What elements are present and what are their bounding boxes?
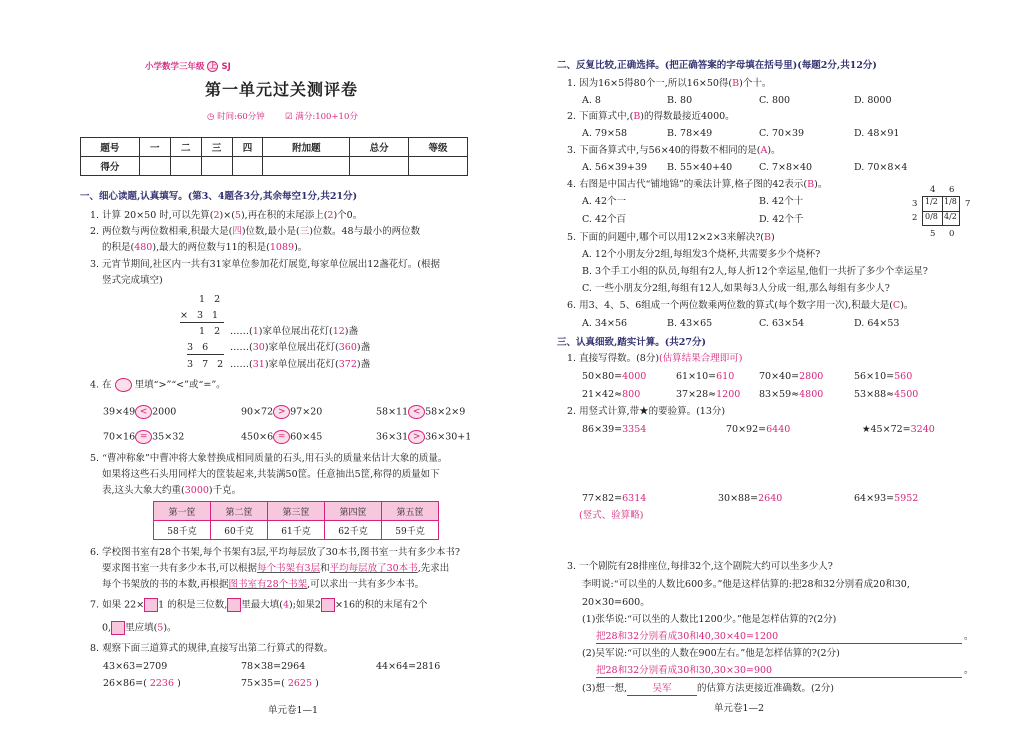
- q3-fill1: ……(1)家单位展出花灯(12)盏: [230, 326, 358, 337]
- vertical-calc: 77×82=6314: [582, 493, 647, 504]
- option: A. 8: [582, 95, 601, 106]
- direct-calc: 83×59≈4800: [759, 389, 824, 400]
- weight-header: 第三筐: [268, 502, 325, 521]
- score-header: 二: [170, 138, 201, 157]
- calc-q1: 1. 直接写得数。(8分)(估算结果合理即可): [567, 353, 743, 364]
- q3-fill2: ……(30)家单位展出花灯(360)盏: [230, 342, 371, 353]
- option: A. 34×56: [582, 318, 628, 329]
- weight-header: 第四筐: [325, 502, 382, 521]
- right-page: [512, 0, 1024, 752]
- lattice-bottom-digit: 0: [949, 229, 955, 239]
- score-cell[interactable]: [263, 157, 350, 176]
- page-footer-right: 单元卷1—2: [714, 703, 765, 714]
- period: 。: [964, 665, 974, 676]
- score-header: 一: [139, 138, 170, 157]
- lattice-grid: [922, 196, 960, 226]
- series-label: 小学数学三年级 上 SJ: [145, 62, 231, 72]
- score-header: 题号: [81, 138, 140, 157]
- vertical-calc-row2: × 3 1: [180, 309, 224, 323]
- mc-q1: 1. 因为16×5得80个一,所以16×50得(B)个十。: [567, 78, 772, 89]
- score-header: 总分: [350, 138, 409, 157]
- weight-value: 61千克: [268, 521, 325, 540]
- vertical-calc-row5: 3 7 2: [187, 359, 227, 370]
- option: C. 70×39: [759, 128, 805, 139]
- calc-q3-sub2: (2)吴军说:“可以坐的人数在900左右。”他是怎样估算的?(2分): [582, 648, 840, 659]
- calc-q3-sub1: (1)张华说:“可以坐的人数比1200少。”他是怎样估算的?(2分): [582, 614, 837, 625]
- score-table: [80, 137, 468, 176]
- vertical-calc: 86×39=3354: [582, 424, 647, 435]
- vertical-calc-row4: 3 6: [187, 341, 224, 355]
- mc-q4: 4. 右图是中国古代“铺地锦”的乘法计算,格子图的42表示(B)。: [567, 179, 828, 190]
- vertical-calc: ★45×72=3240: [862, 424, 935, 435]
- option: D. 42个千: [759, 214, 804, 225]
- mc-q2: 2. 下面算式中,(B)的得数最接近4000。: [567, 111, 735, 122]
- weight-value: 59千克: [382, 521, 439, 540]
- compare-5: 450×6 = 60×45: [241, 431, 323, 443]
- section-1-title: 一、细心读题,认真填写。(第3、4题各3分,其余每空1分,共21分): [80, 191, 358, 202]
- calc-note: (竖式、验算略): [579, 510, 644, 521]
- option: B. 43×65: [667, 318, 713, 329]
- option: C. 800: [759, 95, 791, 106]
- lattice-top-digit: 6: [949, 185, 955, 195]
- lattice-cell: 4/2: [944, 212, 957, 221]
- mc-q3: 3. 下面各算式中,与56×40的得数不相同的是(A)。: [567, 145, 781, 156]
- direct-calc: 61×10=610: [676, 371, 735, 382]
- q6-line2: 要求图书室一共有多少本书,可以根据每个书架有3层和平均每层放了30本书,先求出: [102, 563, 450, 574]
- calc-q3-line2: 李明说:“可以坐的人数比600多。”他是这样估算的:把28和32分别看成20和30,: [582, 579, 910, 590]
- q8: 8. 观察下面三道算式的规律,直接写出第二行算式的得数。: [90, 643, 334, 654]
- weight-value: 60千克: [211, 521, 268, 540]
- direct-calc: 53×88≈4500: [854, 389, 919, 400]
- score-cell[interactable]: [409, 157, 468, 176]
- score-header: 附加题: [263, 138, 350, 157]
- q5-line3: 表,这头大象大约重(3000)千克。: [102, 485, 242, 496]
- option: B. 55×40+40: [667, 162, 733, 173]
- square-blank: [227, 598, 241, 612]
- answer-line-1: 把28和32分别看成30和40,30×40=1200: [596, 630, 962, 644]
- score-cell[interactable]: [350, 157, 409, 176]
- equation-1: 43×63=2709: [103, 661, 168, 672]
- circle-blank: [115, 378, 132, 392]
- score-cell[interactable]: [139, 157, 170, 176]
- direct-calc: 70×40=2800: [759, 371, 824, 382]
- option: D. 8000: [854, 95, 892, 106]
- q2-line1: 2. 两位数与两位数相乘,积最大是(四)位数,最小是(三)位数。48与最小的两位数: [90, 226, 421, 237]
- direct-calc: 50×80=4000: [582, 371, 647, 382]
- answer-line-2: 把28和32分别看成30和30,30×30=900: [596, 664, 962, 678]
- option: A. 12个小朋友分2组,每组发3个烧杯,共需要多少个烧杯?: [582, 249, 821, 260]
- lattice-cell: 0/8: [925, 212, 938, 221]
- score-info: ☑ 满分:100+10分: [285, 112, 358, 122]
- q7-line2: 0, 里应填(5)。: [102, 622, 177, 634]
- compare-3: 58×11 < 58×2×9: [376, 406, 466, 418]
- direct-calc: 56×10=560: [854, 371, 913, 382]
- score-cell[interactable]: [201, 157, 232, 176]
- option: B. 3个手工小组的队员,每组有2人,每人折12个幸运星,他们一共折了多少个幸运星?: [582, 266, 928, 277]
- section-2-title: 二、反复比较,正确选择。(把正确答案的字母填在括号里)(每题2分,共12分): [557, 60, 877, 71]
- option: B. 78×49: [667, 128, 713, 139]
- square-blank: [321, 598, 335, 612]
- weight-value: 62千克: [325, 521, 382, 540]
- calc-q2: 2. 用竖式计算,带★的要验算。(13分): [567, 406, 726, 417]
- option: A. 42个一: [582, 196, 626, 207]
- lattice-left-digit: 2: [912, 213, 918, 223]
- q1: 1. 计算 20×50 时,可以先算(2)×(5),再在积的末尾添上(2)个0。: [90, 210, 363, 221]
- q3-fill3: ……(31)家单位展出花灯(372)盏: [230, 359, 371, 370]
- compare-1: 39×49 < 2000: [103, 406, 177, 418]
- weight-header: 第五筐: [382, 502, 439, 521]
- calc-q3-line3: 20×30=600。: [582, 597, 650, 608]
- score-cell[interactable]: [170, 157, 201, 176]
- q6-line3: 每个书架放的书的本数,再根据图书室有28个书架,可以求出一共有多少本书。: [102, 579, 425, 590]
- q3-line2: 竖式完成填空): [102, 275, 163, 286]
- section-3-title: 三、认真细致,踏实计算。(共27分): [557, 337, 707, 348]
- q7-line1: 7. 如果 22× 1 的积是三位数, 里最大填(4);如果2 ×16的积的末尾有2个: [90, 599, 428, 611]
- page-footer-left: 单元卷1—1: [268, 705, 319, 716]
- lattice-cell: 1/8: [944, 197, 957, 206]
- option: C. 63×54: [759, 318, 805, 329]
- weight-value: 58千克: [154, 521, 211, 540]
- vertical-calc-row3: 1 2: [199, 326, 224, 337]
- option: B. 80: [667, 95, 693, 106]
- vertical-calc: 70×92=6440: [726, 424, 791, 435]
- option: B. 42个十: [759, 196, 804, 207]
- mc-q5: 5. 下面的问题中,哪个可以用12×2×3来解决?(B): [567, 232, 775, 243]
- option: D. 70×8×4: [854, 162, 908, 173]
- option: C. 一些小朋友分2组,每组有12人,如果每3人分成一组,那么每组有多少人?: [582, 283, 890, 294]
- weight-header: 第二筐: [211, 502, 268, 521]
- vertical-calc: 64×93=5952: [854, 493, 919, 504]
- compare-6: 36×31 > 36×30+1: [376, 431, 472, 443]
- compare-4: 70×16 = 35×32: [103, 431, 185, 443]
- weight-header: 第一筐: [154, 502, 211, 521]
- q5-line1: 5. “曹冲称象”中曹冲将大象替换成相同质量的石头,用石头的质量来估计大象的质量。: [90, 453, 448, 464]
- equation-3: 44×64=2816: [376, 661, 441, 672]
- weights-table: [153, 501, 439, 540]
- equation-5: 75×35=( 2625 ): [241, 678, 319, 689]
- score-header: 四: [232, 138, 263, 157]
- square-blank: [144, 598, 158, 612]
- option: D. 48×91: [854, 128, 900, 139]
- option: D. 64×53: [854, 318, 900, 329]
- score-header: 等级: [409, 138, 468, 157]
- period: 。: [964, 631, 974, 642]
- calc-q3-line1: 3. 一个剧院有28排座位,每排32个,这个剧院大约可以坐多少人?: [567, 561, 833, 572]
- vertical-calc-row1: 1 2: [199, 294, 224, 305]
- lattice-multiplication-diagram: [912, 184, 980, 239]
- lattice-bottom-digit: 5: [930, 229, 936, 239]
- lattice-left-digit: 3: [912, 199, 918, 209]
- lattice-right-digit: 7: [965, 199, 971, 209]
- direct-calc: 21×42≈800: [582, 389, 641, 400]
- q3-line1: 3. 元宵节期间,社区内一共有31家单位参加花灯展览,每家单位展出12盏花灯。(根据: [90, 259, 441, 270]
- option: A. 79×58: [582, 128, 628, 139]
- q5-line2: 如果将这些石头用同样大的筐装起来,共装满50筐。任意抽出5筐,称得的质量如下: [102, 469, 440, 480]
- q4: 4. 在 里填“>”“<”或“=”。: [90, 379, 226, 391]
- equation-2: 78×38=2964: [241, 661, 306, 672]
- equation-4: 26×86=( 2236 ): [103, 678, 181, 689]
- score-row-label: 得分: [81, 157, 140, 176]
- lattice-cell: 1/2: [925, 197, 938, 206]
- direct-calc: 37×28≈1200: [676, 389, 741, 400]
- option: C. 7×8×40: [759, 162, 813, 173]
- q6-line1: 6. 学校图书室有28个书架,每个书架有3层,平均每层放了30本书,图书室一共有多少本书?: [90, 547, 460, 558]
- page-title: 第一单元过关测评卷: [205, 80, 359, 99]
- time-info: ◷ 时间:60分钟: [207, 112, 265, 122]
- compare-2: 90×72 > 97×20: [241, 406, 323, 418]
- score-cell[interactable]: [232, 157, 263, 176]
- score-header: 三: [201, 138, 232, 157]
- mc-q6: 6. 用3、4、5、6组成一个两位数乘两位数的算式(每个数字用一次),积最大是(C)。: [567, 300, 914, 311]
- option: C. 42个百: [582, 214, 627, 225]
- q2-line2: 的积是(480),最大的两位数与11的积是(1089)。: [102, 242, 308, 253]
- lattice-top-digit: 4: [930, 185, 936, 195]
- calc-q3-sub3: (3)想一想, 吴军 的估算方法更接近准确数。(2分): [582, 683, 834, 694]
- option: A. 56×39+39: [582, 162, 648, 173]
- square-blank: [111, 621, 125, 635]
- vertical-calc: 30×88=2640: [718, 493, 783, 504]
